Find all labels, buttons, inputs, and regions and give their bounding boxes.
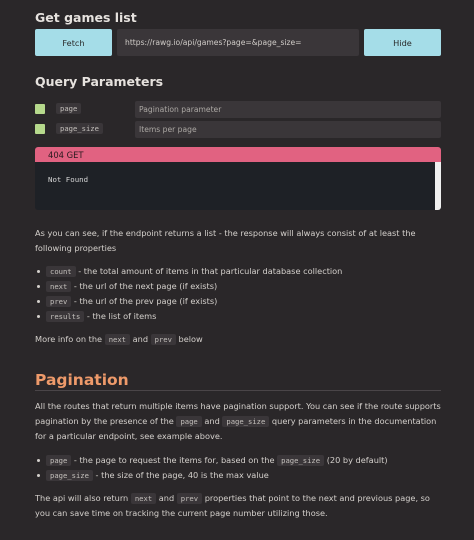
inline-code: page_size [46, 470, 93, 481]
list-item [35, 453, 388, 468]
response-scrollbar[interactable] [435, 162, 441, 210]
text: All the routes that return multiple items have pagination support. You can see if the route supports pagination by the presence of the [35, 401, 441, 426]
text: More info on the [35, 334, 105, 344]
inline-code: page_size [222, 416, 269, 427]
text: below [175, 334, 203, 344]
intro-paragraph: As you can see, if the endpoint returns a list - the response will always consist of at least the following properties [35, 228, 416, 253]
pagination-list [35, 453, 388, 483]
more-info-paragraph [35, 332, 441, 347]
inline-code: count [46, 266, 76, 277]
page-input[interactable]: Pagination parameter [135, 101, 441, 118]
section-title: Get games list [35, 10, 137, 25]
list-item-text: - the page to request the items for, based on the [71, 455, 278, 465]
list-item-text: - the url of the prev page (if exists) [71, 296, 218, 306]
response-panel [35, 147, 441, 210]
inline-code: prev [46, 296, 71, 307]
inline-code: next [105, 334, 130, 345]
text: and [201, 416, 223, 426]
list-item-text: - the size of the page, 40 is the max value [92, 470, 269, 480]
list-item [35, 279, 342, 294]
response-status: 404 GET [35, 147, 441, 162]
list-item-text: - the list of items [84, 311, 157, 321]
param-row-page-size [35, 121, 441, 138]
inline-code: next [46, 281, 71, 292]
pagination-title: Pagination [35, 371, 129, 389]
query-params-title: Query Parameters [35, 74, 164, 89]
response-body: Not Found [48, 175, 89, 184]
next-prev-paragraph [35, 491, 441, 521]
list-item-text: - the total amount of items in that particular database collection [75, 266, 343, 276]
param-checkbox[interactable] [35, 104, 45, 114]
param-name: page_size [56, 123, 103, 134]
pagination-paragraph [35, 399, 441, 444]
inline-code: page_size [277, 455, 324, 466]
list-item [35, 294, 342, 309]
inline-code: page [46, 455, 71, 466]
inline-code: next [131, 493, 156, 504]
inline-code: prev [151, 334, 176, 345]
text: The api will also return [35, 493, 131, 503]
text: properties that point to the next and previous page, so you can save time on tracking the current page number utilizing those. [35, 493, 430, 518]
list-item-text: (20 by default) [324, 455, 388, 465]
param-name: page [56, 103, 81, 114]
param-checkbox[interactable] [35, 124, 45, 134]
param-row-page [35, 101, 441, 118]
list-item [35, 468, 388, 483]
props-list [35, 264, 342, 324]
list-item [35, 309, 342, 324]
inline-code: results [46, 311, 84, 322]
url-field[interactable]: https://rawg.io/api/games?page=&page_size= [117, 29, 359, 56]
list-item [35, 264, 342, 279]
text: query parameters in the documentation for a particular endpoint, see example above. [35, 416, 437, 441]
fetch-button[interactable]: Fetch [35, 29, 112, 56]
text: and [156, 493, 177, 503]
list-item-text: - the url of the next page (if exists) [71, 281, 218, 291]
inline-code: prev [177, 493, 202, 504]
page-size-input[interactable]: Items per page [135, 121, 441, 138]
hide-button[interactable]: Hide [364, 29, 441, 56]
text: and [130, 334, 151, 344]
divider [35, 390, 441, 391]
inline-code: page [176, 416, 201, 427]
